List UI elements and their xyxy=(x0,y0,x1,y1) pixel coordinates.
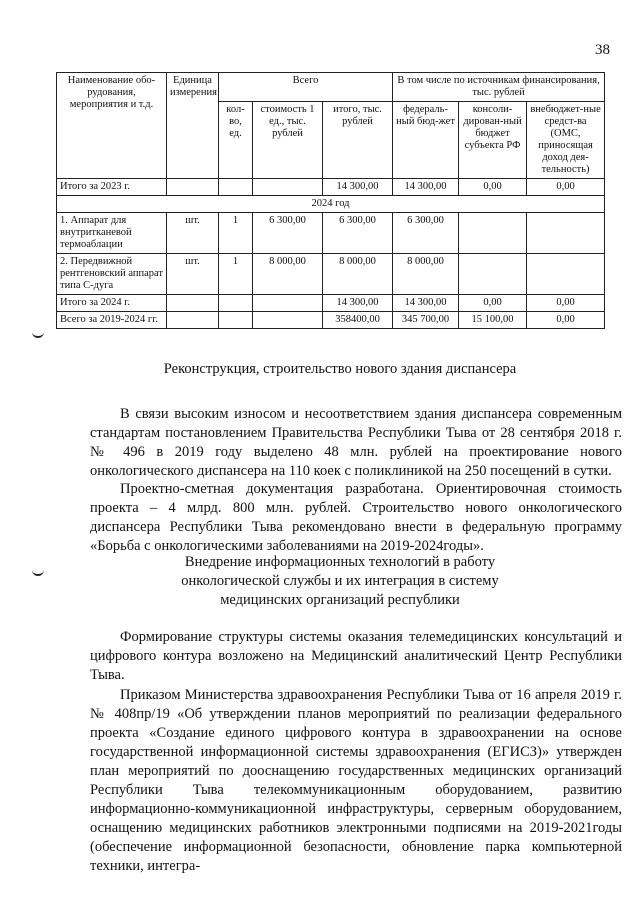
paragraph: Приказом Министерства здравоохранения Республики Тыва от 16 апреля 2019 г. № 408пр/19 «Об утверждении планов мероприятий по реализации федерального проекта «Создание единого цифрового контура в здравоохранении на основе государственной информационной системы здравоохранения (ЕГИСЗ)» утвержден план мероприятий по дооснащению государственных медицинских организаций Республики Тыва телекоммуникационным оборудованием, развитию информационно-коммуникационной инфраструктуры, серверным оборудованием, оснащению медицинских работников электронными подписями на 2019-2021годы (обеспечение информационной безопасности, обновление парка компьютерной техники, интегра- xyxy=(90,687,622,874)
section-title-it-line2: онкологической службы и их интеграция в систему xyxy=(181,573,499,589)
margin-mark xyxy=(32,568,44,576)
page-number: 38 xyxy=(595,42,610,58)
header-consolidated: консоли-дирован-ный бюджет субъекта РФ xyxy=(459,102,527,179)
paragraph: Проектно-сметная документация разработана. Ориентировочная стоимость проекта – 4 млрд. 800 млн. рублей. Строительство нового онкологического диспансера Республики Тыва рекомендовано внести в федеральную программу «Борьба с онкологическими заболеваниями на 2019-2024годы». xyxy=(90,481,622,554)
header-total: Всего xyxy=(219,73,393,102)
table-row: Всего за 2019-2024 гг. 358400,00 345 700,00 15 100,00 0,00 xyxy=(57,312,605,329)
budget-table xyxy=(56,72,605,329)
table-row: 1. Аппарат для внутритканевой термоаблации шт. 1 6 300,00 6 300,00 6 300,00 xyxy=(57,213,605,254)
table-header-row xyxy=(57,73,605,102)
paragraph: В связи высоким износом и несоответствием здания диспансера современным стандартам постановлением Правительства Республики Тыва от 28 сентября 2018 г. № 496 в 2019 году выделено 48 млн. рублей на проектирование нового онкологического диспансера на 110 коек с поликлиникой на 250 посещений в сутки. xyxy=(90,406,622,479)
header-name: Наименование обо-рудования, мероприятия и т.д. xyxy=(57,73,167,179)
section-title-it-line1: Внедрение информационных технологий в работу xyxy=(184,554,496,570)
header-offbudget: внебюджет-ные средст-ва (ОМС, приносящая доход дея-тельность) xyxy=(527,102,605,179)
header-cost-unit: стоимость 1 ед., тыс. рублей xyxy=(253,102,323,179)
header-federal: федераль-ный бюд-жет xyxy=(393,102,459,179)
year-row xyxy=(57,196,605,213)
year-label: 2024 год xyxy=(57,196,605,213)
header-unit: Единица измерения xyxy=(167,73,219,179)
header-sources: В том числе по источникам финансирования, тыс. рублей xyxy=(393,73,605,102)
table-row: Итого за 2023 г. 14 300,00 14 300,00 0,00 0,00 xyxy=(57,179,605,196)
paragraph: Формирование структуры системы оказания телемедицинских консультаций и цифрового контура возложено на Медицинский аналитический Центр Республики Тыва. xyxy=(90,629,622,683)
section-title-it-line3: медицинских организаций республики xyxy=(220,592,460,608)
table-row: 2. Передвижной рентгеновский аппарат типа С-дуга шт. 1 8 000,00 8 000,00 8 000,00 xyxy=(57,254,605,295)
header-total-sum: итого, тыс. рублей xyxy=(323,102,393,179)
table-row: Итого за 2024 г. 14 300,00 14 300,00 0,00 0,00 xyxy=(57,295,605,312)
section-title-reconstruction: Реконструкция, строительство нового здания диспансера xyxy=(163,361,517,377)
margin-mark xyxy=(32,330,44,338)
header-qty: кол-во, ед. xyxy=(219,102,253,179)
